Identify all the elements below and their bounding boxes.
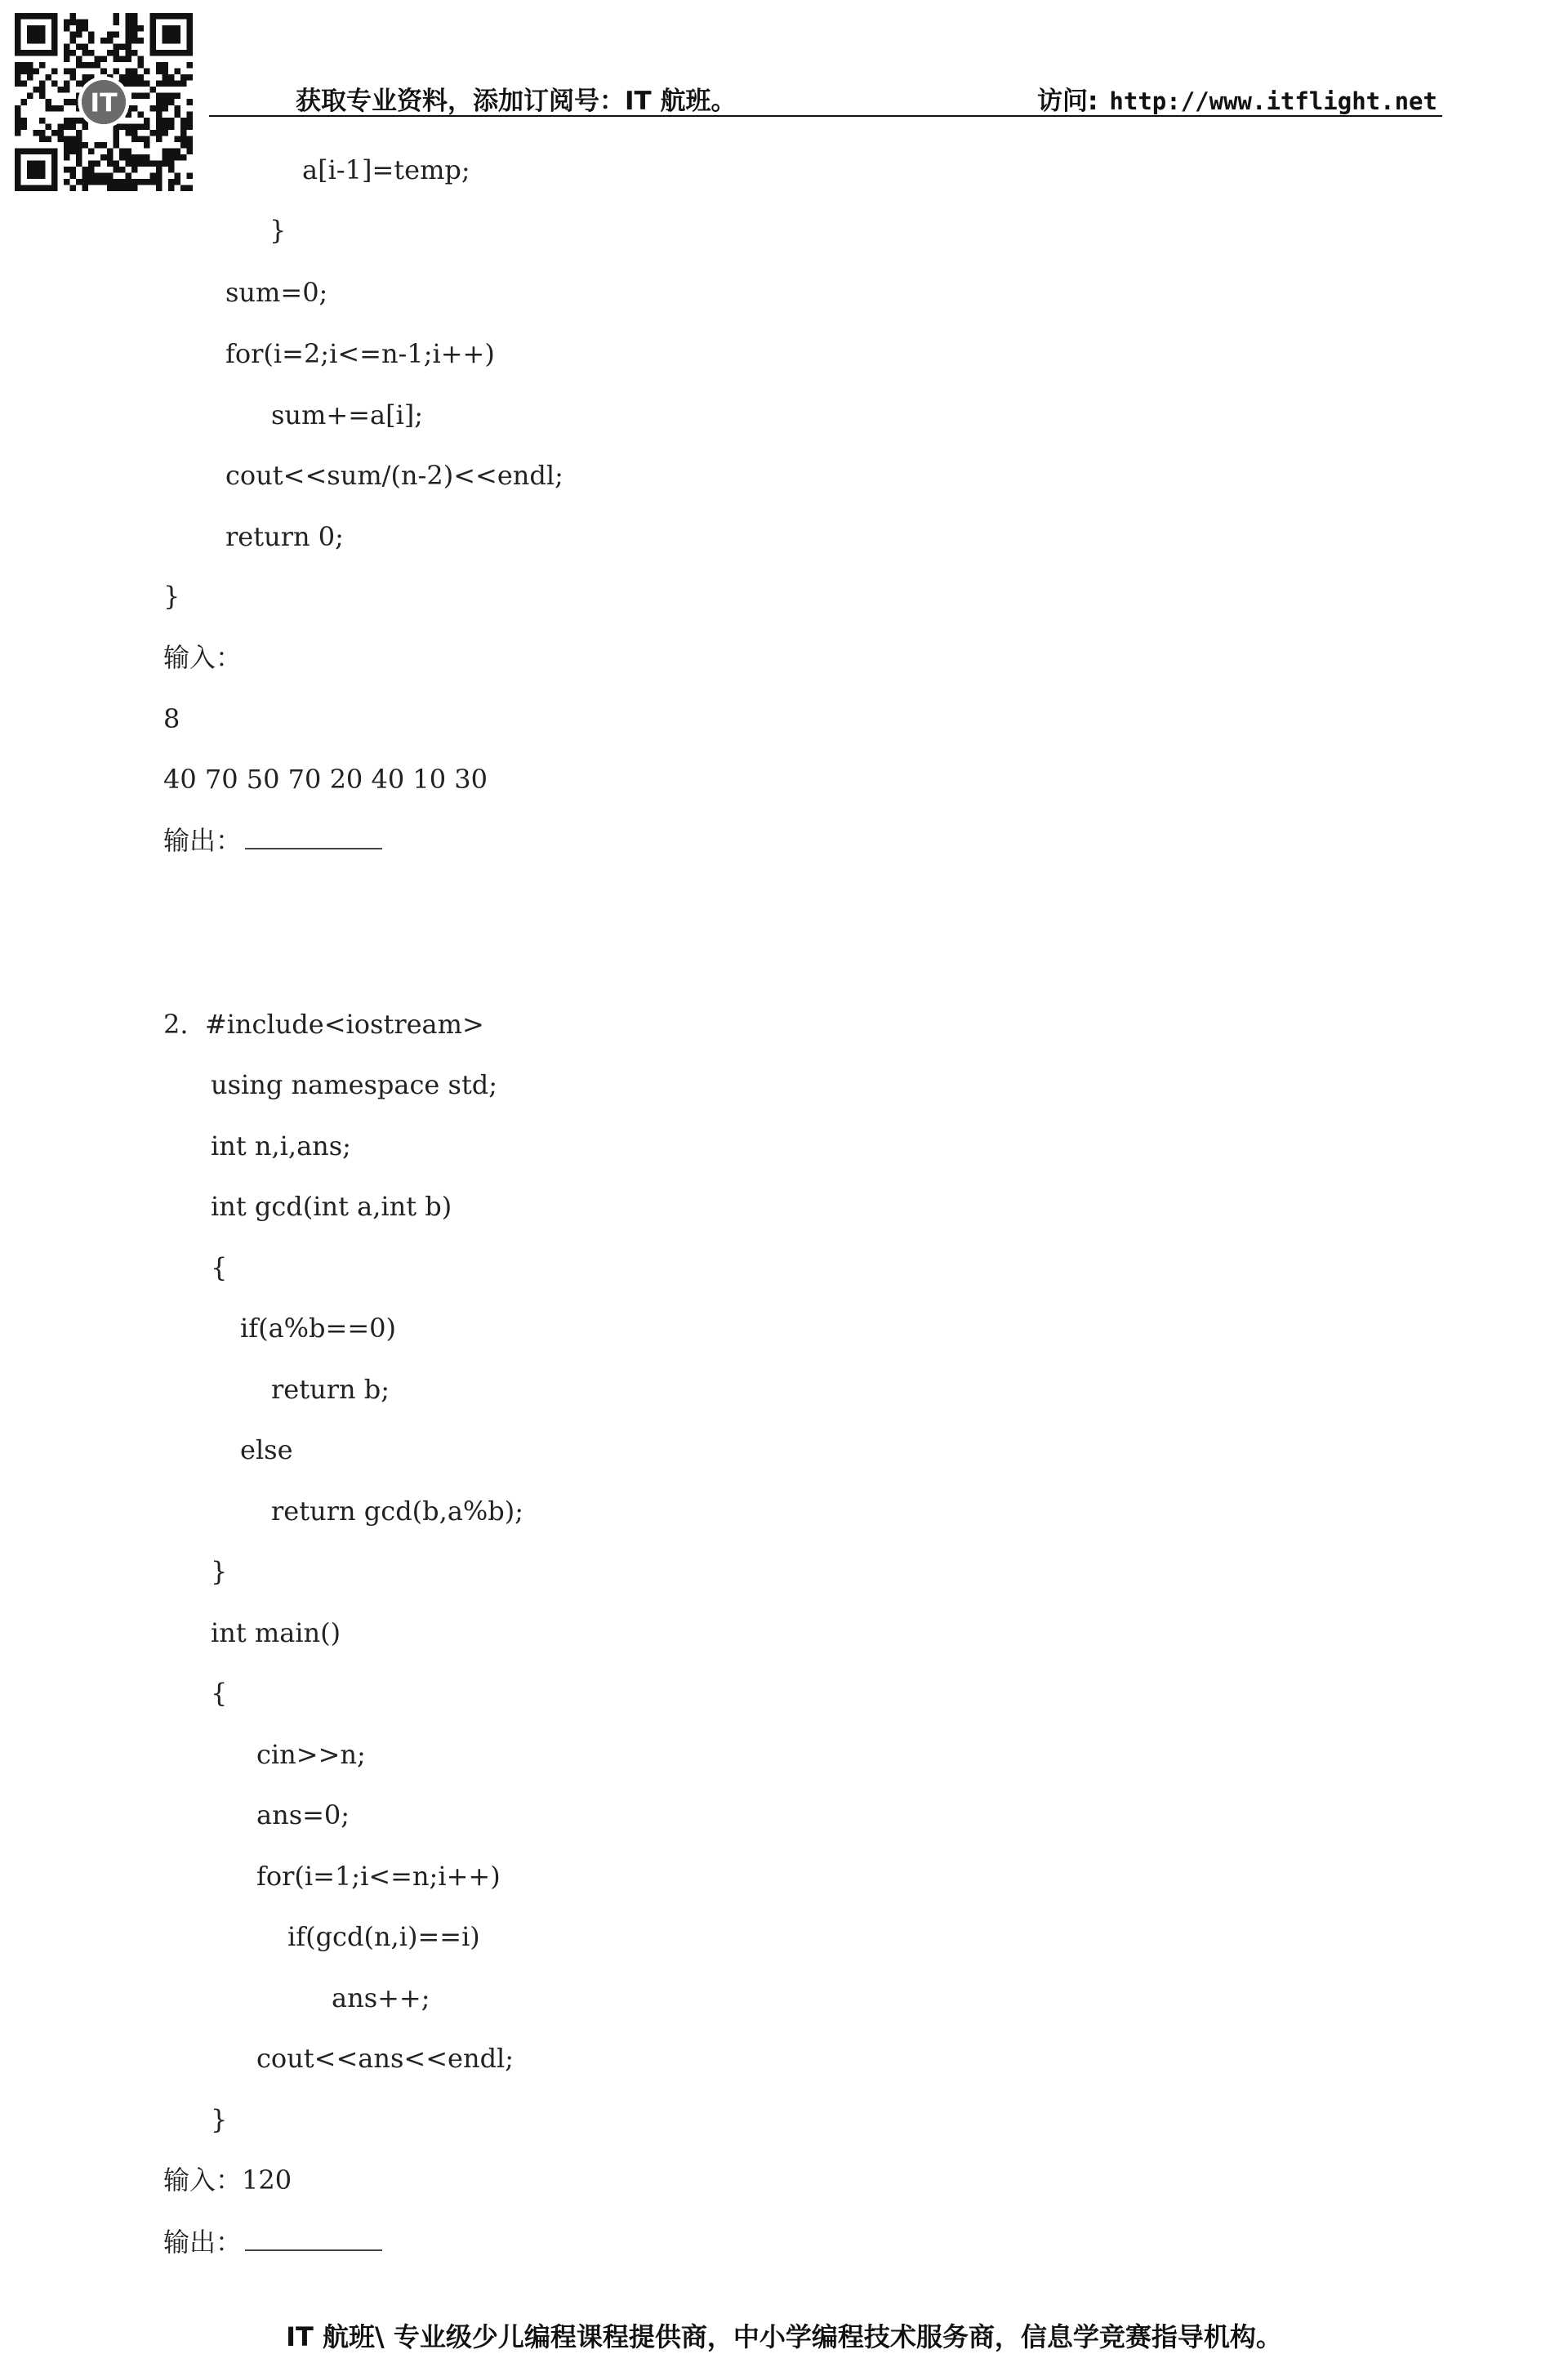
header-divider [209,115,1442,117]
input-label: 输入： [163,642,243,673]
code-line: { [211,1678,228,1709]
code-line: if(gcd(n,i)==i) [287,1921,480,1952]
answer-blank [245,823,382,849]
code-line: using namespace std; [211,1069,498,1100]
header-url-link[interactable]: http://www.itflight.net [1109,87,1437,115]
header-visit-label: 访问: [1037,87,1098,116]
code-line: { [211,1252,228,1283]
code-line: sum+=a[i]; [271,399,424,430]
code-line: return gcd(b,a%b); [271,1496,524,1527]
code-line: if(a%b==0) [240,1313,396,1344]
code-line: } [211,1556,228,1587]
code-line: int main() [211,1617,341,1648]
code-line: return 0; [225,521,344,552]
question-2-heading: 2. #include<iostream> [163,1009,484,1040]
code-line: int n,i,ans; [211,1130,351,1161]
header-visit [1037,80,1437,117]
code-line: int gcd(int a,int b) [211,1191,452,1222]
code-line: ans++; [332,1982,430,2013]
code-line: cin>>n; [256,1739,366,1770]
output-line [163,823,382,857]
output-line [163,2225,382,2258]
code-line: sum=0; [225,277,328,308]
code-line: } [270,215,287,246]
code-line: } [163,581,180,612]
qr-logo-text: IT [90,88,118,118]
answer-blank [245,2225,382,2251]
input-value: 40 70 50 70 20 40 10 30 [163,764,488,795]
footer-tagline: IT 航班\ 专业级少儿编程课程提供商，中小学编程技术服务商，信息学竞赛指导机构。 [286,2321,1282,2352]
code-line: for(i=1;i<=n;i++) [256,1861,501,1892]
code-line: for(i=2;i<=n-1;i++) [225,338,495,369]
code-line: a[i-1]=temp; [302,154,470,185]
input-line: 输入：120 [163,2165,292,2196]
code-line: ans=0; [256,1799,350,1830]
code-line: return b; [271,1374,390,1405]
code-line: cout<<sum/(n-2)<<endl; [225,460,564,491]
code-line: } [211,2104,228,2135]
code-line: else [240,1434,293,1465]
input-value: 8 [163,703,180,734]
output-label: 输出： [163,2227,243,2258]
qr-code-image [15,13,193,191]
header-subscribe-text: 获取专业资料，添加订阅号：IT 航班。 [296,87,737,116]
code-line: cout<<ans<<endl; [256,2043,514,2074]
output-label: 输出： [163,825,243,856]
